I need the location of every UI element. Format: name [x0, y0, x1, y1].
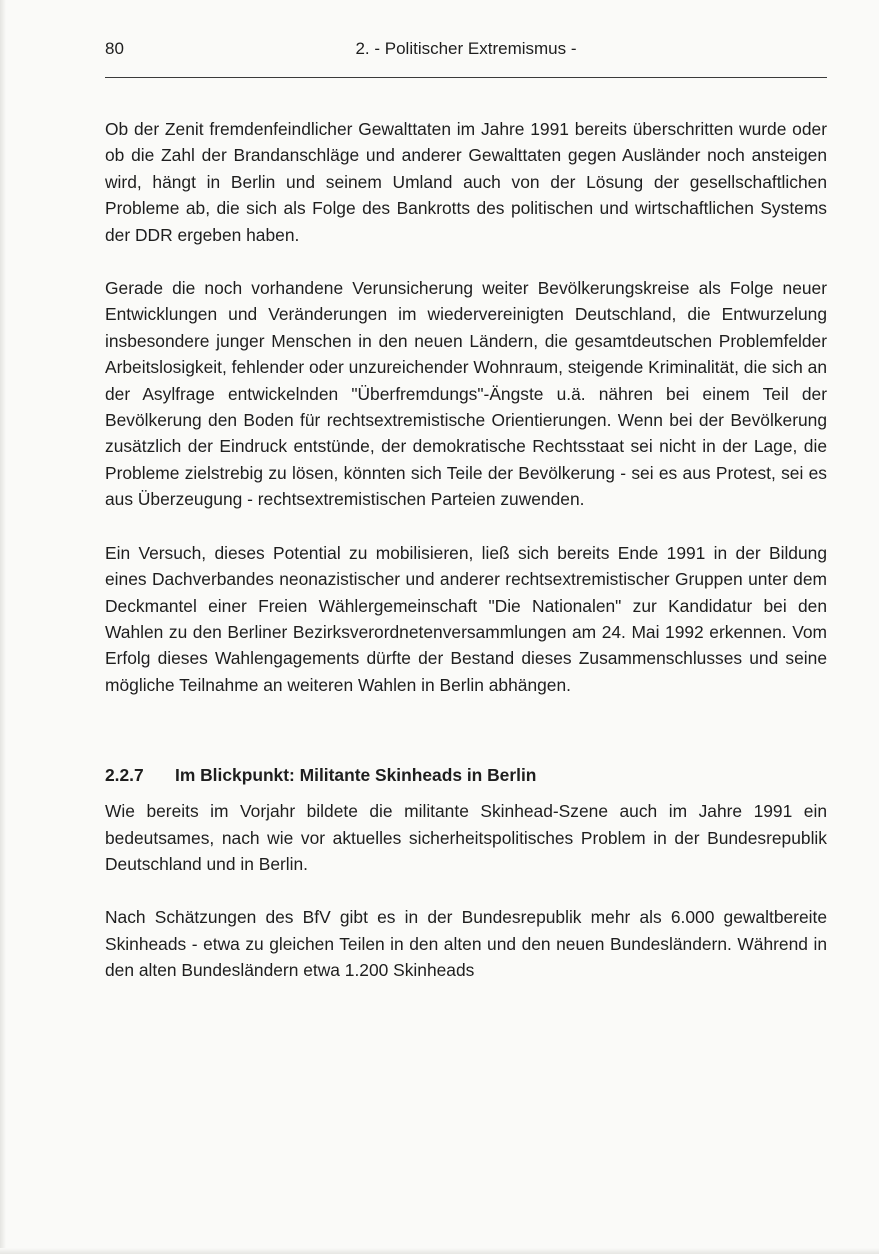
- paragraph-3: Ein Versuch, dieses Potential zu mobilisieren, ließ sich bereits Ende 1991 in der Bildung eines Dachverbandes neonazistischer und anderer rechtsextremistischer Gruppen unter dem Deckmantel einer Freien Wählergemeinschaft "Die Nationalen" zur Kandidatur bei den Wahlen zu den Berliner Bezirksverordnetenversammlungen am 24. Mai 1992 erkennen. Vom Erfolg dieses Wahlengagements dürfte der Bestand dieses Zusammenschlusses und seine mögliche Teilnahme an weiteren Wahlen in Berlin abhängen.: [105, 542, 827, 695]
- section-heading: [105, 762, 827, 788]
- paragraph-2: Gerade die noch vorhandene Verunsicherung weiter Bevölkerungskreise als Folge neuer Entwicklungen und Veränderungen im wiedervereinigten Deutschland, die Entwurzelung insbesondere junger Menschen in den neuen Ländern, die gesamtdeutschen Problemfelder Arbeitslosigkeit, fehlender oder unzureichender Wohnraum, steigende Kriminalität, die sich an der Asylfrage entwickelnden "Überfremdungs"-Ängste u.ä. nähren bei einem Teil der Bevölkerung den Boden für rechtsextremistische Orientierungen. Wenn bei der Bevölkerung zusätzlich der Eindruck entstünde, der demokratische Rechtsstaat sei nicht in der Lage, die Probleme zielstrebig zu lösen, könnten sich Teile der Bevölkerung - sei es aus Protest, sei es aus Überzeugung - rechtsextremistischen Parteien zuwenden.: [105, 278, 827, 510]
- page-number: 80: [105, 39, 124, 58]
- section-paragraph-1: Wie bereits im Vorjahr bildete die militante Skinhead-Szene auch im Jahre 1991 ein bedeutsames, nach wie vor aktuelles sicherheitspolitisches Problem in der Bundesrepublik Deutschland und in Berlin.: [105, 801, 827, 874]
- page-header: [105, 38, 827, 66]
- paragraph-1: Ob der Zenit fremdenfeindlicher Gewalttaten im Jahre 1991 bereits überschritten wurde oder ob die Zahl der Brandanschläge und anderer Gewalttaten gegen Ausländer noch ansteigen wird, hängt in Berlin und seinem Umland auch von der Lösung der gesellschaftlichen Probleme ab, die sich als Folge des Bankrotts des politischen und wirtschaftlichen Systems der DDR ergeben haben.: [105, 119, 827, 245]
- header-rule: [105, 77, 827, 78]
- body-text: [105, 116, 827, 984]
- section-title: Im Blickpunkt: Militante Skinheads in Berlin: [175, 765, 537, 786]
- section-paragraph-2: Nach Schätzungen des BfV gibt es in der Bundesrepublik mehr als 6.000 gewaltbereite Skinheads - etwa zu gleichen Teilen in den alten und den neuen Bundesländern. Während in den alten Bundesländern etwa 1.200 Skinheads: [105, 907, 827, 981]
- scan-edge-left: [0, 0, 6, 1254]
- running-title: 2. - Politischer Extremismus -: [355, 39, 577, 58]
- section-number: 2.2.7: [105, 765, 144, 786]
- scan-edge-bottom: [0, 1248, 879, 1254]
